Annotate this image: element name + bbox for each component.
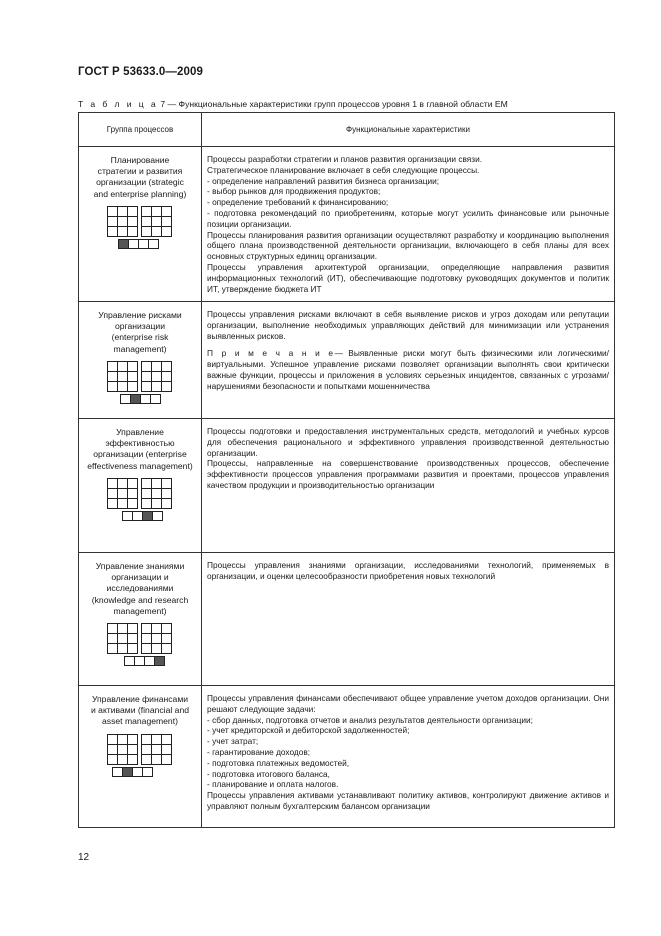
characteristics-cell: [202, 553, 615, 686]
paragraph: - учет затрат;: [207, 736, 259, 747]
table-caption: [78, 99, 598, 109]
paragraph: - определение направлений развития бизнеса организации;: [207, 175, 440, 186]
process-diagram-icon: [107, 361, 173, 407]
process-diagram-icon: [107, 206, 173, 252]
paragraph: Процессы подготовки и предоставления инструментальных средств, методологий и учебных курсов для обеспечения рационального и эффективного управления производственной деятельностью организации.: [207, 426, 609, 458]
paragraph: Процессы управления активами устанавливают политику активов, контролируют движение активов и управляют полным бухгалтерским балансом организации: [207, 790, 609, 811]
characteristics-cell: [202, 302, 615, 419]
table-row: [79, 686, 615, 828]
table-caption-label: Т а б л и ц а: [78, 99, 158, 109]
group-cell: [79, 302, 202, 419]
paragraph: Процессы управления архитектурой организации, определяющие направления развития информационных технологий (ИТ), обеспечивающие подготовку руководящих документов и политик ИТ, утверждение бюджета ИТ: [207, 261, 609, 294]
document-header: ГОСТ Р 53633.0—2009: [78, 66, 203, 78]
paragraph: - учет кредиторской и дебиторской задолженностей;: [207, 725, 410, 736]
paragraph: Процессы планирования развития организации осуществляют разработку и координацию выполнения общего плана производственной деятельности организации, включающего в себя планы для всех основных структурных единиц организации.: [207, 229, 609, 262]
group-cell: [79, 553, 202, 686]
paragraph: - выбор рынков для продвижения продуктов;: [207, 186, 381, 197]
group-name: Планирование стратегии и развития организации (strategic and enterprise planning): [93, 155, 187, 199]
note-text: — Выявленные риски могут быть физическими или логическими/виртуальными. Успешное управление рисками позволяет организации выполнять свои критически важные функции, процессы и приложения в условиях серьезных инцидентов, связанных с угрозами/нарушениями безопасности и попытками мошенничества: [207, 348, 609, 391]
table-caption-text: 7 — Функциональные характеристики групп процессов уровня 1 в главной области ЕМ: [160, 99, 508, 109]
table-row: [79, 553, 615, 686]
paragraph: - подготовка рекомендаций по приобретениям, которые могут усилить финансовые или рыночные позиции организации.: [207, 207, 609, 229]
table-row: [79, 419, 615, 553]
paragraph: Процессы управления знаниями организации, исследованиями технологий, применяемых в организации, и оценки целесообразности приобретения новых технологий: [207, 560, 609, 581]
paragraph: Процессы разработки стратегии и планов развития организации связи.: [207, 154, 483, 164]
group-name: Управление рисками организации (enterprise risk management): [98, 310, 182, 354]
paragraph: - гарантирование доходов;: [207, 746, 311, 757]
paragraph: Процессы, направленные на совершенствование производственных процессов, обеспечение эффективности процессов управления программами развития и проектами, процессов управления качеством продукции и производительностью организации: [207, 458, 609, 490]
header-characteristics-cell: Функциональные характеристики: [202, 113, 615, 147]
group-cell: [79, 147, 202, 302]
paragraph: - планирование и оплата налогов.: [207, 779, 339, 790]
process-diagram-icon: [107, 623, 173, 669]
characteristics-cell: [202, 147, 615, 302]
group-cell: [79, 419, 202, 553]
characteristics-cell: [202, 686, 615, 828]
paragraph: Процессы управления финансами обеспечивают общее управление учетом доходов организации. Они решают следующие задачи:: [207, 693, 609, 714]
group-name: Управление финансами и активами (financial and asset management): [90, 694, 190, 727]
table-row: [79, 302, 615, 419]
process-groups-table: [78, 112, 615, 828]
group-cell: [79, 686, 202, 828]
process-diagram-icon: [107, 734, 173, 780]
header-group-cell: Группа процессов: [79, 113, 202, 147]
group-name: Управление знаниями организации и исследованиями (knowledge and research management): [91, 561, 189, 616]
paragraph: - подготовка платежных ведомостей,: [207, 757, 350, 768]
paragraph: Стратегическое планирование включает в себя следующие процессы.: [207, 164, 480, 175]
paragraph: Процессы управления рисками включают в себя выявление рисков и угроз доходам или репутации организации, выполнение необходимых управляющих действий для минимизации или устранения выявленных рисков.: [207, 309, 609, 341]
table-header-row: [79, 113, 615, 147]
group-name: Управление эффективностью организации (enterprise effectiveness management): [87, 427, 193, 471]
paragraph: - подготовка итогового баланса,: [207, 768, 330, 779]
paragraph: - определение требований к финансированию;: [207, 197, 389, 208]
note: [207, 348, 609, 391]
page-number: 12: [78, 852, 90, 863]
table-row: [79, 147, 615, 302]
characteristics-cell: [202, 419, 615, 553]
note-label: П р и м е ч а н и е: [207, 348, 335, 359]
process-diagram-icon: [107, 478, 173, 524]
paragraph: - сбор данных, подготовка отчетов и анализ результатов деятельности организации;: [207, 714, 533, 725]
